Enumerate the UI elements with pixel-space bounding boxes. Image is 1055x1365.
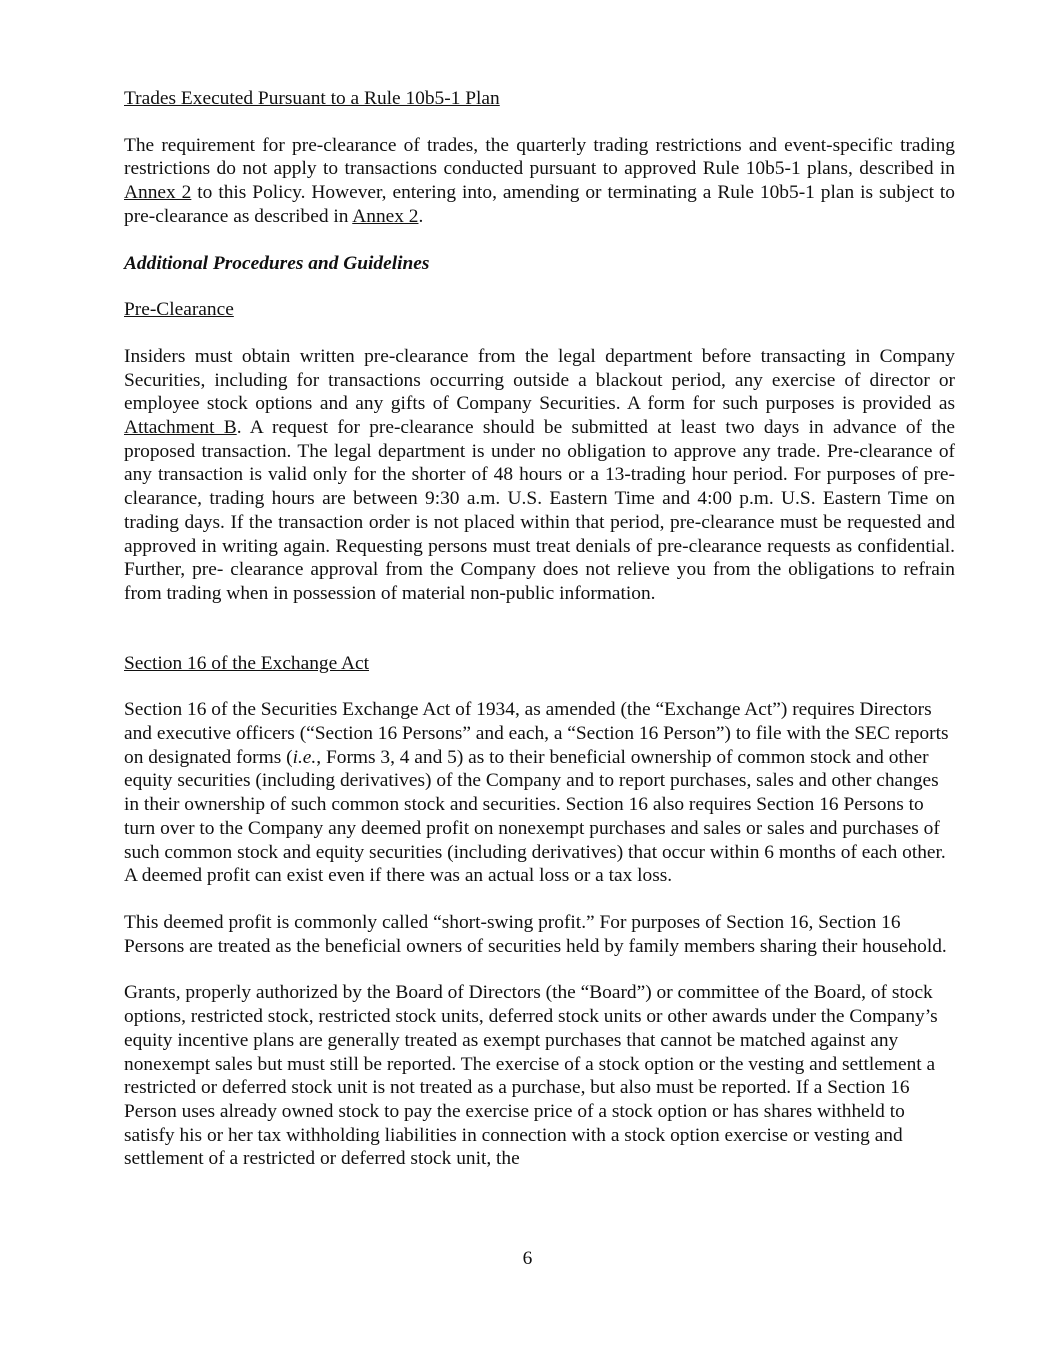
heading-pre-clearance: Pre-Clearance — [124, 299, 234, 321]
annex-2-link[interactable]: Annex 2 — [352, 205, 419, 227]
heading-section-16: Section 16 of the Exchange Act — [124, 652, 370, 674]
paragraph-pre-clearance — [124, 345, 955, 606]
paragraph-section-16-intro — [124, 698, 955, 888]
paragraph-short-swing-profit: This deemed profit is commonly called “short-swing profit.” For purposes of Section 16, Section 16 Persons are treated as the beneficial owners of securities held by family members sharing their household. — [124, 911, 947, 957]
heading-additional-procedures: Additional Procedures and Guidelines — [124, 252, 430, 274]
attachment-b-link[interactable]: Attachment B — [124, 417, 237, 439]
text-segment-italic: i.e. — [292, 746, 317, 768]
text-segment: . A request for pre-clearance should be submitted at least two days in advance of the proposed transaction. The legal department is under no obligation to approve any trade. Pre-clearance of any transaction is valid only for the shorter of 48 hours or a 13-trading hour period. For purposes of pre-clearance, trading hours are between 9:30 a.m. U.S. Eastern Time and 4:00 p.m. U.S. Eastern Time on trading days. If the transaction order is not placed within that period, pre-clearance must be requested and approved in writing again. Requesting persons must treat denials of pre-clearance requests as confidential. Further, pre- clearance approval from the Company does not relieve you from the obligations to refrain from trading when in possession of material non-public information. — [124, 417, 955, 604]
text-segment: . — [418, 205, 424, 227]
text-segment: to this Policy. However, entering into, amending or terminating a Rule 10b5-1 plan is subject to pre-clearance as described in — [124, 182, 955, 227]
paragraph-grants: Grants, properly authorized by the Board of Directors (the “Board”) or committee of the Board, of stock options, restricted stock, restricted stock units, deferred stock units or other awards under the Company’s equity incentive plans are generally treated as exempt purchases that cannot be matched against any nonexempt sales but must still be reported. The exercise of a stock option or the vesting and settlement a restricted or deferred stock unit is not treated as a purchase, but also must be reported. If a Section 16 Person uses already owned stock to pay the exercise price of a stock option or has shares withheld to satisfy his or her tax withholding liabilities in connection with a stock option exercise or vesting and settlement of a restricted or deferred stock unit, the — [124, 982, 938, 1170]
text-segment: The requirement for pre-clearance of trades, the quarterly trading restrictions and event-specific trading restrictions do not apply to transactions conducted pursuant to approved Rule 10b5-1 plans, described in — [124, 134, 955, 180]
page-number: 6 — [522, 1248, 533, 1269]
paragraph-rule-10b5-1-plan — [124, 134, 955, 229]
heading-rule-10b5-1-plan: Trades Executed Pursuant to a Rule 10b5-1 Plan — [124, 88, 500, 109]
document-body — [124, 87, 955, 1194]
text-segment: Section 16 of the Securities Exchange Act of 1934, as amended (the “Exchange Act”) requires Directors and executive officers (“Section 16 Persons” and each, a “Section 16 Person”) to file with the SEC reports on designated forms ( — [124, 699, 949, 768]
text-segment: Insiders must obtain written pre-clearance from the legal department before transacting in Company Securities, including for transactions occurring outside a blackout period, any exercise of director or employee stock options and any gifts of Company Securities. A form for such purposes is provided as — [124, 345, 955, 415]
annex-2-link[interactable]: Annex 2 — [124, 182, 192, 204]
text-segment: , Forms 3, 4 and 5) as to their beneficial ownership of common stock and other equity securities (including derivatives) of the Company and to report purchases, sales and other changes in their ownership of such common stock and securities. Section 16 also requires Section 16 Persons to turn over to the Company any deemed profit on nonexempt purchases and sales or sales and purchases of such common stock and equity securities (including derivatives) that occur within 6 months of each other. A deemed profit can exist even if there was an actual loss or a tax loss. — [124, 746, 946, 887]
